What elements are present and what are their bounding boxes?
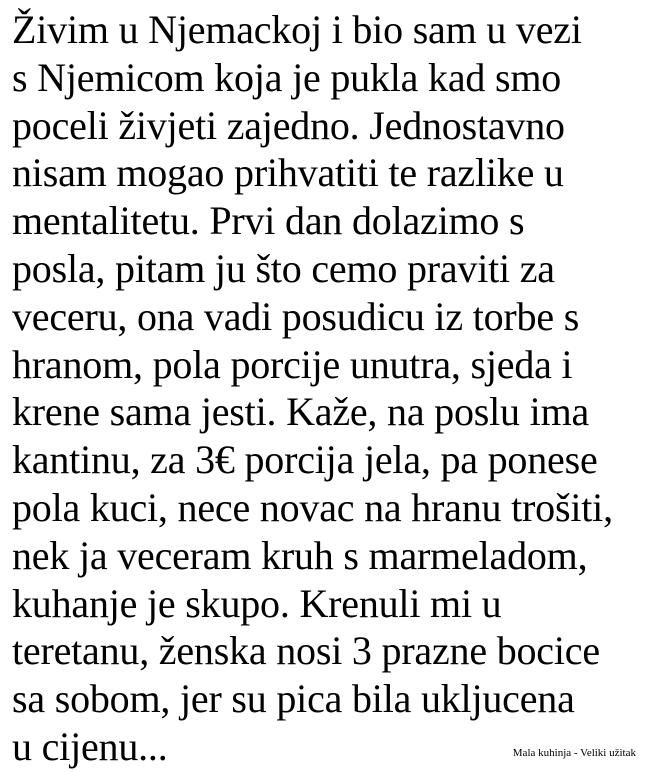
story-line: teretanu, ženska nosi 3 prazne bocice	[12, 628, 600, 674]
story-line: sa sobom, jer su pica bila ukljucena	[12, 676, 575, 722]
story-line: posla, pitam ju što cemo praviti za	[12, 245, 555, 291]
story-line: poceli živjeti zajedno. Jednostavno	[12, 102, 565, 148]
story-text	[12, 6, 657, 771]
story-line: mentalitetu. Prvi dan dolazimo s	[12, 198, 525, 244]
story-line: krene sama jesti. Kaže, na poslu ima	[12, 389, 590, 435]
story-line: pola kuci, nece novac na hranu trošiti,	[12, 484, 613, 530]
story-line: kuhanje je skupo. Krenuli mi u	[12, 580, 502, 626]
story-line: nisam mogao prihvatiti te razlike u	[12, 150, 564, 196]
watermark-caption: Mala kuhinja - Veliki užitak	[512, 747, 636, 759]
story-line: s Njemicom koja je pukla kad smo	[12, 54, 562, 100]
story-line: kantinu, za 3€ porcija jela, pa ponese	[12, 437, 598, 483]
story-line: nek ja veceram kruh s marmeladom,	[12, 532, 588, 578]
story-line: veceru, ona vadi posudicu iz torbe s	[12, 293, 580, 339]
story-line: Živim u Njemackoj i bio sam u vezi	[12, 7, 582, 52]
story-line: u cijenu...	[12, 723, 168, 769]
story-line: hranom, pola porcije unutra, sjeda i	[12, 341, 573, 387]
